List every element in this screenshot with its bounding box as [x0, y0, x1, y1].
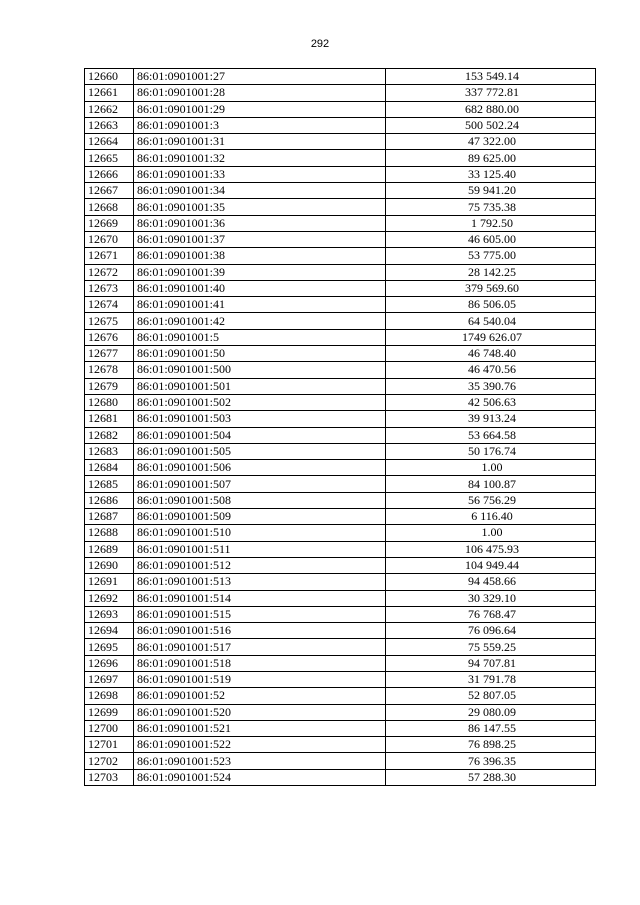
row-number-cell: 12688 — [85, 525, 134, 541]
table-row — [85, 199, 596, 215]
table-row — [85, 525, 596, 541]
row-number-cell: 12676 — [85, 329, 134, 345]
table-row — [85, 655, 596, 671]
cadastral-value-cell: 1749 626.07 — [386, 329, 596, 345]
table-body — [85, 69, 596, 786]
row-number-cell: 12666 — [85, 166, 134, 182]
row-number-cell: 12689 — [85, 541, 134, 557]
row-number-cell: 12672 — [85, 264, 134, 280]
cadastral-value-cell: 86 506.05 — [386, 297, 596, 313]
table-row — [85, 574, 596, 590]
cadastral-value-cell: 50 176.74 — [386, 443, 596, 459]
table-row — [85, 704, 596, 720]
row-number-cell: 12684 — [85, 460, 134, 476]
cadastral-value-cell: 56 756.29 — [386, 492, 596, 508]
table-row — [85, 639, 596, 655]
row-number-cell: 12703 — [85, 769, 134, 785]
cadastral-number-cell: 86:01:0901001:501 — [134, 378, 386, 394]
table-row — [85, 183, 596, 199]
cadastral-value-cell: 42 506.63 — [386, 394, 596, 410]
row-number-cell: 12702 — [85, 753, 134, 769]
cadastral-number-cell: 86:01:0901001:522 — [134, 737, 386, 753]
cadastral-number-cell: 86:01:0901001:502 — [134, 394, 386, 410]
cadastral-value-cell: 94 707.81 — [386, 655, 596, 671]
row-number-cell: 12678 — [85, 362, 134, 378]
cadastral-value-cell: 104 949.44 — [386, 557, 596, 573]
cadastral-value-cell: 84 100.87 — [386, 476, 596, 492]
table-row — [85, 509, 596, 525]
cadastral-number-cell: 86:01:0901001:518 — [134, 655, 386, 671]
cadastral-value-cell: 46 605.00 — [386, 231, 596, 247]
cadastral-value-cell: 6 116.40 — [386, 509, 596, 525]
row-number-cell: 12695 — [85, 639, 134, 655]
cadastral-number-cell: 86:01:0901001:39 — [134, 264, 386, 280]
cadastral-value-cell: 75 559.25 — [386, 639, 596, 655]
cadastral-value-cell: 500 502.24 — [386, 117, 596, 133]
row-number-cell: 12698 — [85, 688, 134, 704]
cadastral-number-cell: 86:01:0901001:52 — [134, 688, 386, 704]
row-number-cell: 12701 — [85, 737, 134, 753]
table-row — [85, 753, 596, 769]
row-number-cell: 12683 — [85, 443, 134, 459]
cadastral-value-cell: 57 288.30 — [386, 769, 596, 785]
cadastral-number-cell: 86:01:0901001:519 — [134, 671, 386, 687]
cadastral-number-cell: 86:01:0901001:504 — [134, 427, 386, 443]
table-row — [85, 85, 596, 101]
cadastral-number-cell: 86:01:0901001:523 — [134, 753, 386, 769]
cadastral-number-cell: 86:01:0901001:514 — [134, 590, 386, 606]
row-number-cell: 12699 — [85, 704, 134, 720]
cadastral-number-cell: 86:01:0901001:500 — [134, 362, 386, 378]
table-row — [85, 427, 596, 443]
cadastral-value-cell: 39 913.24 — [386, 411, 596, 427]
row-number-cell: 12690 — [85, 557, 134, 573]
cadastral-value-cell: 52 807.05 — [386, 688, 596, 704]
cadastral-number-cell: 86:01:0901001:515 — [134, 606, 386, 622]
row-number-cell: 12671 — [85, 248, 134, 264]
table-row — [85, 394, 596, 410]
cadastral-value-cell: 46 470.56 — [386, 362, 596, 378]
table-row — [85, 443, 596, 459]
cadastral-number-cell: 86:01:0901001:508 — [134, 492, 386, 508]
cadastral-value-cell: 75 735.38 — [386, 199, 596, 215]
cadastral-value-table — [84, 68, 596, 786]
cadastral-number-cell: 86:01:0901001:31 — [134, 134, 386, 150]
table-row — [85, 378, 596, 394]
cadastral-value-cell: 94 458.66 — [386, 574, 596, 590]
cadastral-number-cell: 86:01:0901001:520 — [134, 704, 386, 720]
table-row — [85, 346, 596, 362]
table-row — [85, 557, 596, 573]
row-number-cell: 12663 — [85, 117, 134, 133]
row-number-cell: 12673 — [85, 280, 134, 296]
row-number-cell: 12660 — [85, 69, 134, 85]
cadastral-value-cell: 76 096.64 — [386, 623, 596, 639]
table-row — [85, 231, 596, 247]
cadastral-value-cell: 46 748.40 — [386, 346, 596, 362]
table-row — [85, 101, 596, 117]
cadastral-number-cell: 86:01:0901001:28 — [134, 85, 386, 101]
cadastral-number-cell: 86:01:0901001:512 — [134, 557, 386, 573]
cadastral-value-cell: 379 569.60 — [386, 280, 596, 296]
cadastral-number-cell: 86:01:0901001:521 — [134, 720, 386, 736]
row-number-cell: 12692 — [85, 590, 134, 606]
table-row — [85, 590, 596, 606]
row-number-cell: 12697 — [85, 671, 134, 687]
cadastral-number-cell: 86:01:0901001:505 — [134, 443, 386, 459]
row-number-cell: 12696 — [85, 655, 134, 671]
cadastral-value-cell: 33 125.40 — [386, 166, 596, 182]
cadastral-value-cell: 47 322.00 — [386, 134, 596, 150]
cadastral-value-cell: 1 792.50 — [386, 215, 596, 231]
table-row — [85, 541, 596, 557]
row-number-cell: 12687 — [85, 509, 134, 525]
cadastral-value-cell: 53 775.00 — [386, 248, 596, 264]
cadastral-number-cell: 86:01:0901001:37 — [134, 231, 386, 247]
table-row — [85, 329, 596, 345]
cadastral-value-cell: 1.00 — [386, 460, 596, 476]
table-row — [85, 134, 596, 150]
table-row — [85, 117, 596, 133]
row-number-cell: 12694 — [85, 623, 134, 639]
row-number-cell: 12680 — [85, 394, 134, 410]
row-number-cell: 12679 — [85, 378, 134, 394]
table-row — [85, 769, 596, 785]
cadastral-number-cell: 86:01:0901001:50 — [134, 346, 386, 362]
cadastral-number-cell: 86:01:0901001:38 — [134, 248, 386, 264]
table-row — [85, 297, 596, 313]
cadastral-value-cell: 76 396.35 — [386, 753, 596, 769]
cadastral-number-cell: 86:01:0901001:517 — [134, 639, 386, 655]
cadastral-value-cell: 106 475.93 — [386, 541, 596, 557]
row-number-cell: 12681 — [85, 411, 134, 427]
cadastral-value-cell: 31 791.78 — [386, 671, 596, 687]
cadastral-number-cell: 86:01:0901001:42 — [134, 313, 386, 329]
row-number-cell: 12677 — [85, 346, 134, 362]
table-row — [85, 688, 596, 704]
cadastral-number-cell: 86:01:0901001:506 — [134, 460, 386, 476]
table-row — [85, 362, 596, 378]
row-number-cell: 12693 — [85, 606, 134, 622]
cadastral-value-cell: 76 768.47 — [386, 606, 596, 622]
table-row — [85, 476, 596, 492]
cadastral-number-cell: 86:01:0901001:3 — [134, 117, 386, 133]
table-row — [85, 280, 596, 296]
cadastral-number-cell: 86:01:0901001:513 — [134, 574, 386, 590]
cadastral-value-cell: 89 625.00 — [386, 150, 596, 166]
row-number-cell: 12686 — [85, 492, 134, 508]
cadastral-value-cell: 153 549.14 — [386, 69, 596, 85]
cadastral-number-cell: 86:01:0901001:40 — [134, 280, 386, 296]
cadastral-number-cell: 86:01:0901001:36 — [134, 215, 386, 231]
cadastral-value-cell: 76 898.25 — [386, 737, 596, 753]
cadastral-number-cell: 86:01:0901001:29 — [134, 101, 386, 117]
table-row — [85, 671, 596, 687]
row-number-cell: 12667 — [85, 183, 134, 199]
cadastral-value-cell: 86 147.55 — [386, 720, 596, 736]
cadastral-value-cell: 682 880.00 — [386, 101, 596, 117]
cadastral-number-cell: 86:01:0901001:41 — [134, 297, 386, 313]
table-row — [85, 411, 596, 427]
cadastral-number-cell: 86:01:0901001:27 — [134, 69, 386, 85]
table-row — [85, 737, 596, 753]
cadastral-number-cell: 86:01:0901001:503 — [134, 411, 386, 427]
cadastral-value-cell: 59 941.20 — [386, 183, 596, 199]
row-number-cell: 12664 — [85, 134, 134, 150]
table-row — [85, 492, 596, 508]
cadastral-number-cell: 86:01:0901001:524 — [134, 769, 386, 785]
table-row — [85, 264, 596, 280]
row-number-cell: 12668 — [85, 199, 134, 215]
cadastral-number-cell: 86:01:0901001:35 — [134, 199, 386, 215]
cadastral-number-cell: 86:01:0901001:34 — [134, 183, 386, 199]
row-number-cell: 12662 — [85, 101, 134, 117]
table-row — [85, 215, 596, 231]
cadastral-value-cell: 337 772.81 — [386, 85, 596, 101]
cadastral-number-cell: 86:01:0901001:509 — [134, 509, 386, 525]
row-number-cell: 12665 — [85, 150, 134, 166]
page-number: 292 — [310, 38, 330, 50]
table-row — [85, 248, 596, 264]
table-row — [85, 606, 596, 622]
row-number-cell: 12685 — [85, 476, 134, 492]
table-row — [85, 720, 596, 736]
row-number-cell: 12661 — [85, 85, 134, 101]
cadastral-value-cell: 29 080.09 — [386, 704, 596, 720]
cadastral-value-cell: 64 540.04 — [386, 313, 596, 329]
cadastral-value-cell: 53 664.58 — [386, 427, 596, 443]
table-row — [85, 460, 596, 476]
row-number-cell: 12670 — [85, 231, 134, 247]
cadastral-number-cell: 86:01:0901001:511 — [134, 541, 386, 557]
cadastral-number-cell: 86:01:0901001:5 — [134, 329, 386, 345]
cadastral-value-cell: 28 142.25 — [386, 264, 596, 280]
row-number-cell: 12669 — [85, 215, 134, 231]
cadastral-value-cell: 35 390.76 — [386, 378, 596, 394]
cadastral-number-cell: 86:01:0901001:32 — [134, 150, 386, 166]
cadastral-number-cell: 86:01:0901001:507 — [134, 476, 386, 492]
table-row — [85, 150, 596, 166]
row-number-cell: 12682 — [85, 427, 134, 443]
cadastral-number-cell: 86:01:0901001:510 — [134, 525, 386, 541]
cadastral-number-cell: 86:01:0901001:516 — [134, 623, 386, 639]
cadastral-value-cell: 30 329.10 — [386, 590, 596, 606]
row-number-cell: 12700 — [85, 720, 134, 736]
table-row — [85, 623, 596, 639]
cadastral-value-cell: 1.00 — [386, 525, 596, 541]
table-row — [85, 69, 596, 85]
table-row — [85, 166, 596, 182]
row-number-cell: 12675 — [85, 313, 134, 329]
table-row — [85, 313, 596, 329]
row-number-cell: 12691 — [85, 574, 134, 590]
row-number-cell: 12674 — [85, 297, 134, 313]
cadastral-number-cell: 86:01:0901001:33 — [134, 166, 386, 182]
